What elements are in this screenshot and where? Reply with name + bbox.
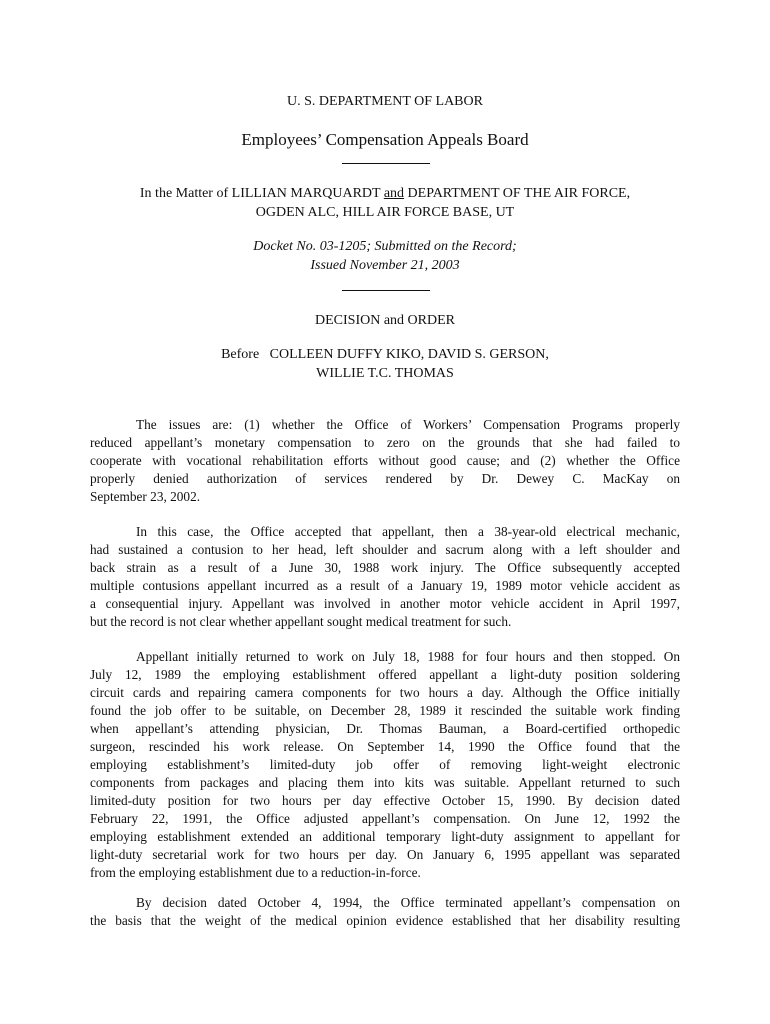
text-line: limited-duty position for two hours per day effective October 15, 1990. By decision dated	[90, 793, 680, 808]
text-line: By decision dated October 4, 1994, the Office terminated appellant’s compensation on	[136, 895, 680, 910]
text-line: from the employing establishment due to a reduction-in-force.	[90, 865, 421, 880]
matter-prefix: In the Matter of LILLIAN MARQUARDT	[139, 186, 384, 201]
title-divider	[342, 163, 430, 164]
text-line: surgeon, rescinded his work release. On September 14, 1990 the Office found that the	[90, 739, 680, 754]
text-line: cooperate with vocational rehabilitation efforts without good cause; and (2) whether the Office	[90, 453, 680, 468]
docket-divider	[342, 290, 430, 291]
text-line: employing establishment’s limited-duty job offer of removing light-weight electronic	[90, 757, 680, 772]
matter-line-1	[0, 186, 770, 202]
paragraph-termination	[90, 894, 680, 930]
paragraph-case-background	[90, 523, 680, 631]
matter-suffix: DEPARTMENT OF THE AIR FORCE,	[404, 186, 631, 201]
decision-title: DECISION and ORDER	[315, 313, 455, 328]
paragraph-work-history	[90, 648, 680, 882]
text-line: reduced appellant’s monetary compensation to zero on the grounds that she had failed to	[90, 435, 680, 450]
department-heading: U. S. DEPARTMENT OF LABOR	[287, 94, 483, 109]
matter-line-2: OGDEN ALC, HILL AIR FORCE BASE, UT	[255, 205, 515, 220]
text-line: back strain as a result of a June 30, 1988 work injury. The Office subsequently accepted	[90, 560, 680, 575]
text-line: multiple contusions appellant incurred as a result of a January 19, 1989 motor vehicle accident as	[90, 578, 680, 593]
text-line: The issues are: (1) whether the Office of Workers’ Compensation Programs properly	[136, 417, 680, 432]
docket-line-2: Issued November 21, 2003	[310, 258, 460, 273]
text-line: July 12, 1989 the employing establishment offered appellant a light-duty position soldering	[90, 667, 680, 682]
text-line: September 23, 2002.	[90, 489, 201, 504]
before-line-1: Before COLLEEN DUFFY KIKO, DAVID S. GERSON,	[221, 347, 549, 362]
text-line: but the record is not clear whether appellant sought medical treatment for such.	[90, 614, 512, 629]
text-line: the basis that the weight of the medical opinion evidence established that her disability resulting	[90, 913, 680, 928]
text-line: components from packages and placing them into kits was suitable. Appellant returned to such	[90, 775, 680, 790]
text-line: circuit cards and repairing camera components for two hours a day. Although the Office initially	[90, 685, 680, 700]
text-line: light-duty secretarial work for two hours per day. On January 6, 1995 appellant was separated	[90, 847, 680, 862]
text-line: employing establishment extended an additional temporary light-duty assignment to appellant for	[90, 829, 680, 844]
text-line: a consequential injury. Appellant was involved in another motor vehicle accident in April 1997,	[90, 596, 680, 611]
text-line: had sustained a contusion to her head, left shoulder and sacrum along with a left shoulder and	[90, 542, 680, 557]
docket-line-1: Docket No. 03-1205; Submitted on the Record;	[253, 239, 517, 254]
text-line: when appellant’s attending physician, Dr. Thomas Bauman, a Board-certified orthopedic	[90, 721, 680, 736]
paragraph-issues	[90, 416, 680, 506]
text-line: Appellant initially returned to work on July 18, 1988 for four hours and then stopped. On	[136, 649, 680, 664]
text-line: found the job offer to be suitable, on December 28, 1989 it rescinded the suitable work finding	[90, 703, 680, 718]
text-line: February 22, 1991, the Office adjusted appellant’s compensation. On June 12, 1992 the	[90, 811, 680, 826]
board-title: Employees’ Compensation Appeals Board	[241, 130, 529, 149]
text-line: In this case, the Office accepted that appellant, then a 38-year-old electrical mechanic,	[136, 524, 680, 539]
text-line: properly denied authorization of services rendered by Dr. Dewey C. MacKay on	[90, 471, 680, 486]
matter-and: and	[383, 186, 405, 201]
before-line-2: WILLIE T.C. THOMAS	[316, 366, 454, 381]
